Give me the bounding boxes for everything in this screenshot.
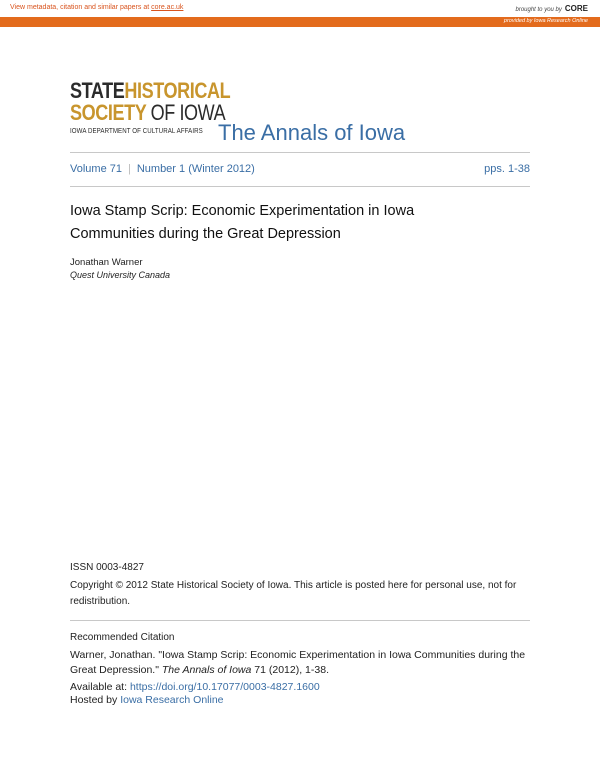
issue-info: Volume 71 | Number 1 (Winter 2012) pps. 1-38 (70, 163, 530, 175)
core-banner (0, 0, 600, 17)
divider (70, 186, 530, 187)
society-logo: STATEHISTORICAL SOCIETY OF IOWA IOWA DEPARTMENT OF CULTURAL AFFAIRS (70, 78, 231, 135)
volume-link[interactable]: Volume 71 (70, 163, 122, 175)
provided-by-text[interactable]: provided by Iowa Research Online (503, 18, 588, 24)
issue-link[interactable]: Number 1 (Winter 2012) (136, 163, 255, 175)
core-logo[interactable]: CORE (564, 4, 588, 13)
divider (70, 152, 530, 153)
article-title: Iowa Stamp Scrip: Economic Experimentation in Iowa Communities during the Great Depression (70, 203, 415, 242)
journal-title: The Annals of Iowa (218, 120, 406, 145)
author-name: Jonathan Warner (70, 257, 143, 268)
divider (70, 620, 530, 621)
issn: ISSN 0003-4827 (70, 562, 144, 573)
available-at: Available at: https://doi.org/10.17077/0003-4827.1600 (70, 681, 320, 693)
recommended-citation-heading: Recommended Citation (70, 632, 175, 643)
citation-text: Warner, Jonathan. "Iowa Stamp Scrip: Economic Experimentation in Iowa Communities during the Great Depression." The Annals of Iowa 71 (2012), 1-38. (70, 649, 526, 676)
core-metadata-text: View metadata, citation and similar papers at core.ac.uk (10, 4, 184, 11)
provider-strip (0, 17, 600, 27)
hosted-by: Hosted by Iowa Research Online (70, 694, 224, 706)
pages: pps. 1-38 (484, 163, 530, 175)
host-link[interactable]: Iowa Research Online (120, 694, 224, 706)
author-affiliation: Quest University Canada (70, 270, 171, 280)
copyright-notice: Copyright © 2012 State Historical Society of Iowa. This article is posted here for personal use, not for redistribution. (70, 580, 517, 607)
doi-link[interactable]: https://doi.org/10.17077/0003-4827.1600 (129, 681, 320, 693)
core-link[interactable]: core.ac.uk (151, 4, 184, 11)
core-brought-by[interactable]: brought to you by CORE (515, 4, 588, 13)
